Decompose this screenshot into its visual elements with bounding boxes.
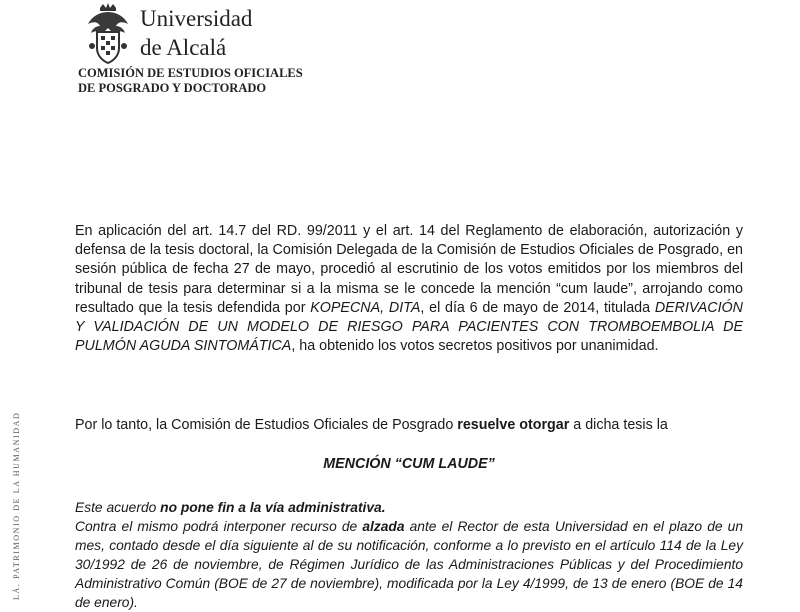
commission-line1: COMISIÓN DE ESTUDIOS OFICIALES	[78, 66, 303, 80]
legal-notice	[75, 498, 743, 612]
university-crest-icon	[82, 2, 134, 66]
legal-line1-text: Este acuerdo	[75, 500, 161, 515]
legal-line1	[75, 498, 743, 517]
university-name-line2: de Alcalá	[140, 35, 227, 60]
legal-line2	[75, 517, 743, 612]
university-name	[140, 4, 252, 62]
side-margin-note: LÁ. PATRIMONIO DE LA HUMANIDAD	[12, 411, 21, 600]
thesis-title: DERIVACIÓN Y VALIDACIÓN DE UN MODELO DE RIESGO PARA PACIENTES CON TROMBOEMBOLIA DE PULMÓN AGUDA SINTOMÁTICA	[75, 299, 743, 355]
commission-heading	[78, 66, 303, 96]
university-name-line1: Universidad	[140, 6, 253, 31]
resolution-paragraph	[75, 222, 743, 356]
candidate-name: KOPECNA, DITA	[310, 299, 421, 316]
decision-paragraph	[75, 416, 743, 435]
paragraph1-text-c: , ha obtenido los votos secretos positivos por unanimidad.	[291, 338, 659, 355]
decision-emphasis: resuelve otorgar	[457, 417, 570, 433]
legal-line2-text-b: ante el Rector de esta Universidad en el plazo de un mes, contado desde el día siguiente al de su notificación, conforme a lo previsto en el artículo 114 de la Ley 30/1992 de 26 de noviembre, de Régimen Jurídico de las Administraciones Públicas y del Procedimiento Administrativo Común (BOE de 27 de noviembre), modificada por la Ley 4/1999, de 13 de enero (BOE de 14 de enero).	[75, 519, 744, 610]
paragraph1-text-a: En aplicación del art. 14.7 del RD. 99/2011 y el art. 14 del Reglamento de elaboración, autorización y defensa de la tesis doctoral, la Comisión Delegada de la Comisión de Estudios Oficiales de Posgrado, en sesión pública de fecha 27 de mayo, procedió al escrutinio de los votos emitidos por los miembros del tribunal de tesis para determinar si a la misma se le concede la mención “cum laude”, arrojando como resultado que la tesis defendida por	[75, 223, 743, 316]
paragraph2-text-b: a dicha tesis la	[569, 417, 668, 433]
mention-title: MENCIÓN “CUM LAUDE”	[323, 456, 495, 472]
legal-line2-text-a: Contra el mismo podrá interponer recurso de	[75, 519, 363, 534]
paragraph2-text-a: Por lo tanto, la Comisión de Estudios Oficiales de Posgrado	[75, 417, 458, 433]
paragraph1-text-b: , el día 6 de mayo de 2014, titulada	[420, 299, 655, 316]
legal-line2-emphasis: alzada	[362, 519, 405, 534]
commission-line2: DE POSGRADO Y DOCTORADO	[78, 81, 267, 95]
legal-line1-emphasis: no pone fin a la vía administrativa.	[160, 500, 386, 515]
